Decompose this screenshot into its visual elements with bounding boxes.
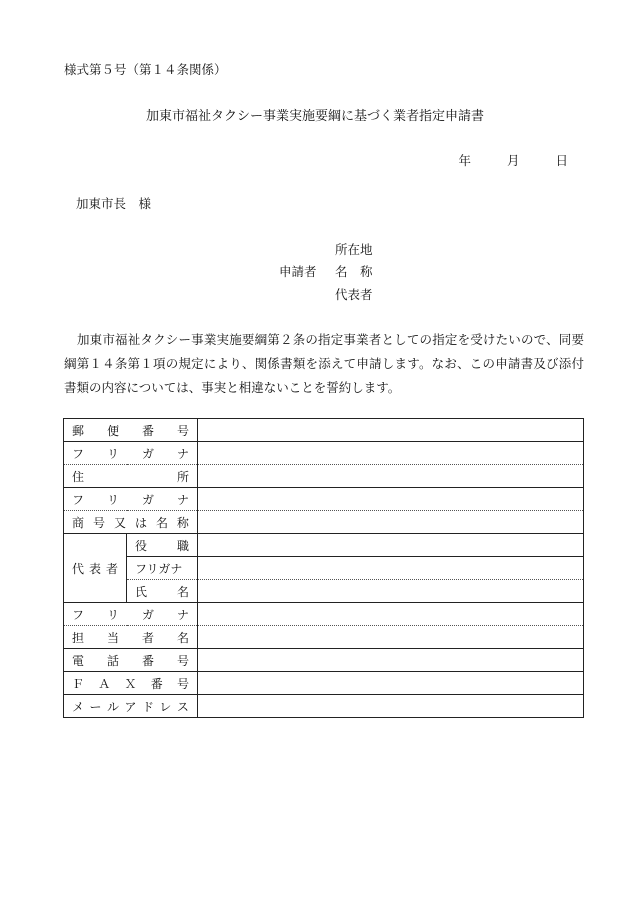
form-number: 様式第５号（第１４条関係） xyxy=(64,62,227,77)
representative-label xyxy=(64,534,127,603)
label-char: Ａ xyxy=(98,676,111,691)
label-char: フ xyxy=(72,446,85,461)
label-char: リ xyxy=(106,492,119,507)
label-chars xyxy=(68,652,193,669)
label-char: ナ xyxy=(176,446,189,461)
label-char: 所 xyxy=(176,469,189,484)
label-char: 氏 xyxy=(135,584,148,599)
address-field[interactable] xyxy=(198,465,584,488)
label-chars xyxy=(68,422,193,439)
email-label xyxy=(64,695,198,718)
address-kana-field[interactable] xyxy=(198,442,584,465)
label-char: 号 xyxy=(176,676,189,691)
company-name-label xyxy=(64,511,198,534)
label-chars xyxy=(68,445,193,462)
label-char: ド xyxy=(141,699,154,714)
label-chars xyxy=(68,629,193,646)
company-name-field[interactable] xyxy=(198,511,584,534)
label-chars xyxy=(68,560,122,577)
date-year-label: 年 xyxy=(458,153,472,168)
label-chars xyxy=(68,606,193,623)
rep-title-label xyxy=(127,534,198,557)
rep-name-label xyxy=(127,580,198,603)
label-char: 表 xyxy=(88,561,101,576)
label-char: ガ xyxy=(141,607,154,622)
label-char: Ｘ xyxy=(124,676,137,691)
label-char: 電 xyxy=(72,653,85,668)
label-char: 役 xyxy=(135,538,148,553)
label-char: ガ xyxy=(141,492,154,507)
label-chars xyxy=(131,583,193,600)
contact-kana-label xyxy=(64,603,198,626)
label-char: 番 xyxy=(150,676,163,691)
label-char: リ xyxy=(106,446,119,461)
label-char: 商 xyxy=(72,515,85,530)
label-char: リ xyxy=(106,607,119,622)
postal-code-field[interactable] xyxy=(198,419,584,442)
rep-kana-field[interactable] xyxy=(198,557,584,580)
label-chars xyxy=(68,514,193,531)
applicant-representative-label: 代表者 xyxy=(335,287,373,302)
company-kana-field[interactable] xyxy=(198,488,584,511)
label-char: ア xyxy=(124,699,137,714)
label-char: フ xyxy=(72,492,85,507)
label-char: ス xyxy=(176,699,189,714)
label-char: 当 xyxy=(106,630,119,645)
label-char: 担 xyxy=(72,630,85,645)
label-chars xyxy=(131,537,193,554)
applicant-label: 申請者 xyxy=(279,264,317,279)
label-char: 話 xyxy=(106,653,119,668)
contact-person-field[interactable] xyxy=(198,626,584,649)
label-char: 号 xyxy=(176,653,189,668)
label-char: 名 xyxy=(155,515,168,530)
label-char: フ xyxy=(72,607,85,622)
company-kana-label xyxy=(64,488,198,511)
label-char: メ xyxy=(72,699,85,714)
label-char: 称 xyxy=(176,515,189,530)
label-char: 職 xyxy=(176,538,189,553)
label-char: 号 xyxy=(92,515,105,530)
document-title: 加東市福祉タクシー事業実施要綱に基づく業者指定申請書 xyxy=(145,109,484,124)
label-chars xyxy=(68,491,193,508)
label-char: 番 xyxy=(141,423,154,438)
rep-kana-label xyxy=(127,557,198,580)
rep-title-field[interactable] xyxy=(198,534,584,557)
label-char: ル xyxy=(106,699,119,714)
rep-name-field[interactable] xyxy=(198,580,584,603)
fax-label xyxy=(64,672,198,695)
label-char: ナ xyxy=(176,607,189,622)
contact-kana-field[interactable] xyxy=(198,603,584,626)
label-char: ガ xyxy=(141,446,154,461)
label-char: 名 xyxy=(176,630,189,645)
date-month-label: 月 xyxy=(507,153,520,168)
date-line xyxy=(459,155,568,168)
label-char: 便 xyxy=(106,423,119,438)
label-char: ナ xyxy=(176,492,189,507)
label-char: 者 xyxy=(105,561,118,576)
rep-kana-text: フリガナ xyxy=(135,561,183,576)
label-char: 代 xyxy=(72,561,85,576)
label-char: 番 xyxy=(141,653,154,668)
label-chars xyxy=(68,675,193,692)
application-info-table xyxy=(63,418,584,718)
label-char: 名 xyxy=(176,584,189,599)
label-chars xyxy=(68,698,193,715)
applicant-name-label: 名 称 xyxy=(335,264,373,279)
date-day-label: 日 xyxy=(555,153,568,168)
fax-field[interactable] xyxy=(198,672,584,695)
phone-label xyxy=(64,649,198,672)
label-char: 住 xyxy=(72,469,85,484)
label-char: 者 xyxy=(141,630,154,645)
contact-person-label xyxy=(64,626,198,649)
applicant-address-label: 所在地 xyxy=(335,242,373,257)
postal-code-label xyxy=(64,419,198,442)
phone-field[interactable] xyxy=(198,649,584,672)
addressee: 加東市長 様 xyxy=(76,196,152,211)
email-field[interactable] xyxy=(198,695,584,718)
address-kana-label xyxy=(64,442,198,465)
address-label xyxy=(64,465,198,488)
declaration-text: 加東市福祉タクシー事業実施要綱第２条の指定事業者としての指定を受けたいので、同要綱第１４条第１項の規定により、関係書類を添えて申請します。なお、この申請書及び添付書類の内容については、事実と相違ないことを誓約します。 xyxy=(64,332,584,395)
label-char: 郵 xyxy=(72,423,85,438)
label-char: 号 xyxy=(176,423,189,438)
label-char: 又 xyxy=(113,515,126,530)
label-chars xyxy=(68,468,193,485)
label-char: Ｆ xyxy=(72,676,85,691)
label-char: レ xyxy=(159,699,172,714)
label-char: ー xyxy=(89,699,102,714)
label-char: は xyxy=(134,515,147,530)
